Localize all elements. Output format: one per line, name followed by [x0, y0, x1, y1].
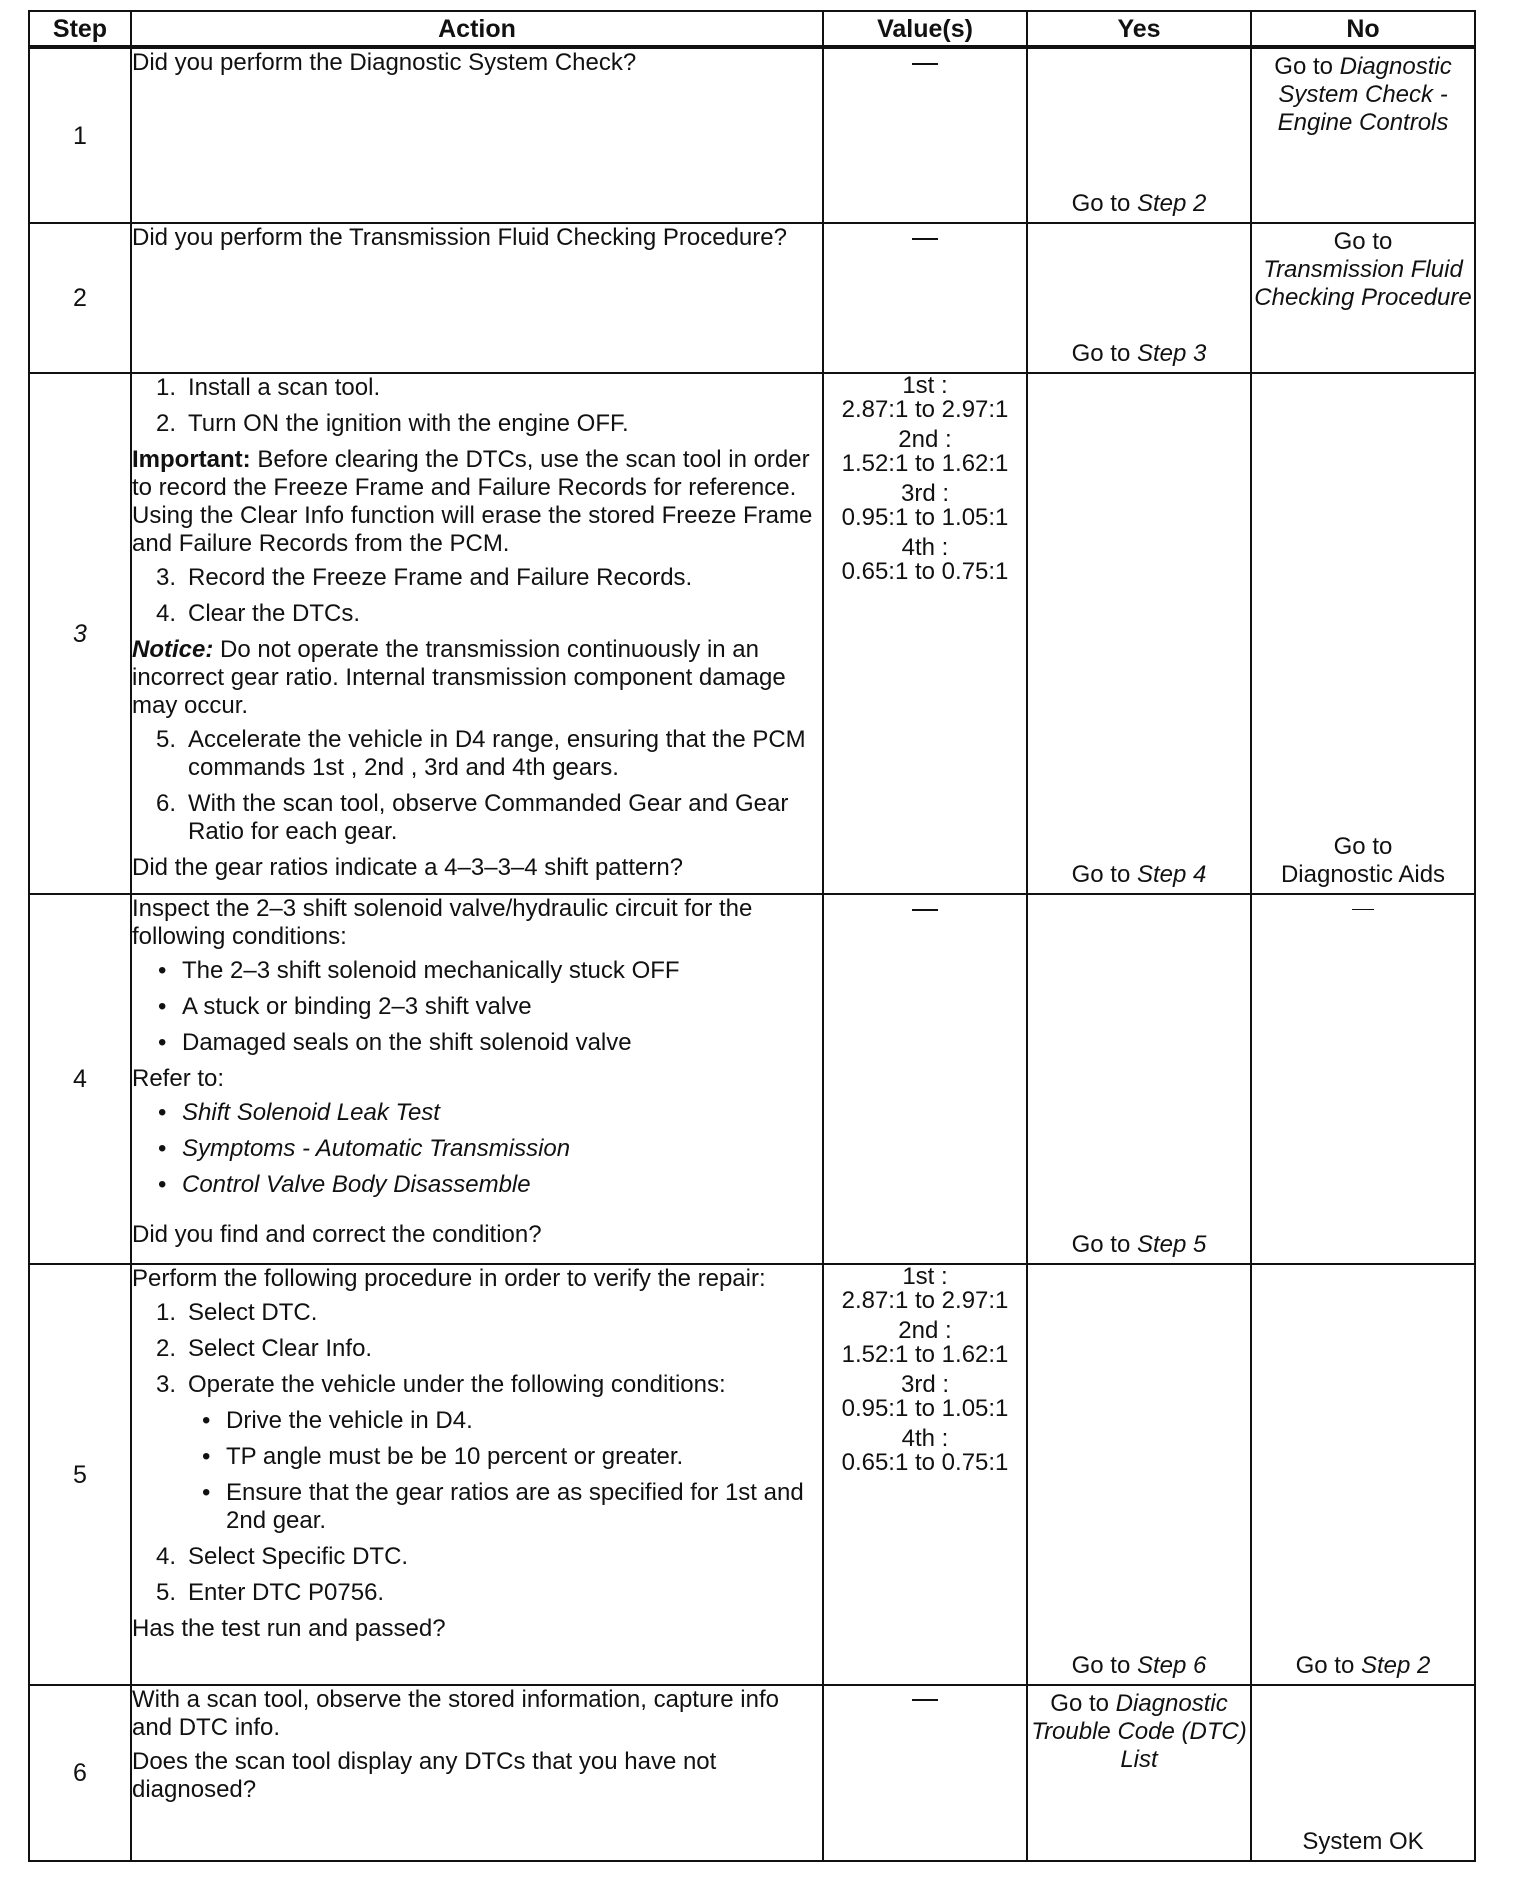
- header-action: Action: [131, 11, 823, 47]
- no-cell: [1251, 1264, 1475, 1684]
- yes-prefix: Go to: [1071, 190, 1131, 218]
- action-question: Did the gear ratios indicate a 4–3–3–4 shift pattern?: [132, 854, 684, 882]
- yes-cell: [1027, 1264, 1251, 1684]
- list-item: 3. Operate the vehicle under the following conditions:: [156, 1371, 726, 1399]
- list-item: 5. Enter DTC P0756.: [156, 1579, 385, 1607]
- action-cell: [131, 1685, 823, 1861]
- no-link[interactable]: Diagnostic System Check - Engine Controls: [1277, 53, 1452, 136]
- step-number: 1: [29, 47, 131, 223]
- refer-label: Refer to:: [132, 1064, 225, 1092]
- gear-ratio-3rd: 3rd : 0.95:1 to 1.05:1: [841, 480, 1009, 532]
- action-question: Did you find and correct the condition?: [132, 1220, 542, 1248]
- list-item: • Damaged seals on the shift solenoid valve: [158, 1028, 632, 1056]
- table-row: [29, 1264, 1475, 1684]
- list-item: 5. Accelerate the vehicle in D4 range, ensuring that the PCM commands 1st , 2nd , 3rd and 4th gears.: [156, 726, 806, 782]
- yes-prefix: Go to: [1050, 1689, 1109, 1717]
- action-question: Has the test run and passed?: [132, 1615, 446, 1643]
- header-row: [29, 11, 1475, 47]
- no-prefix: Go to: [1274, 53, 1333, 80]
- list-item: 1. Select DTC.: [156, 1299, 318, 1327]
- gear-ratio-3rd: 3rd : 0.95:1 to 1.05:1: [841, 1371, 1009, 1423]
- no-cell: [1251, 373, 1475, 894]
- dash-mark: [1352, 909, 1374, 910]
- no-prefix: Go to: [1295, 1651, 1355, 1679]
- diagnostic-table: [28, 10, 1476, 1862]
- reference-link[interactable]: • Control Valve Body Disassemble: [158, 1170, 531, 1198]
- dash-mark: [912, 238, 938, 240]
- list-item: 4. Clear the DTCs.: [156, 600, 361, 628]
- no-cell: [1251, 894, 1475, 1264]
- list-item: 6. With the scan tool, observe Commanded Gear and Gear Ratio for each gear.: [156, 790, 789, 846]
- list-item: • A stuck or binding 2–3 shift valve: [158, 992, 532, 1020]
- list-item: • Ensure that the gear ratios are as specified for 1st and 2nd gear.: [202, 1479, 804, 1535]
- yes-prefix: Go to: [1071, 340, 1131, 368]
- yes-cell: [1027, 373, 1251, 894]
- no-cell: [1251, 223, 1475, 373]
- header-step: Step: [29, 11, 131, 47]
- yes-cell: [1027, 1685, 1251, 1861]
- table-row: [29, 373, 1475, 894]
- yes-prefix: Go to: [1071, 1651, 1131, 1679]
- no-link[interactable]: Transmission Fluid Checking Procedure: [1254, 256, 1472, 312]
- values-cell: [823, 1264, 1027, 1684]
- list-item: 2. Select Clear Info.: [156, 1335, 373, 1363]
- no-text[interactable]: Go to Diagnostic Aids: [1280, 832, 1446, 888]
- step-number: 5: [29, 1264, 131, 1684]
- list-item: 3. Record the Freeze Frame and Failure Records.: [156, 564, 693, 592]
- dash-mark: [912, 63, 938, 65]
- action-cell: [131, 373, 823, 894]
- action-question: Did you perform the Diagnostic System Check?: [132, 49, 637, 76]
- list-item: 4. Select Specific DTC.: [156, 1543, 409, 1571]
- yes-link[interactable]: Step 2: [1136, 190, 1207, 218]
- no-cell: [1251, 1685, 1475, 1861]
- notice-note: Notice: Do not operate the transmission continuously in an incorrect gear ratio. Internal transmission component damage may occur.: [132, 636, 786, 720]
- important-note: Important: Before clearing the DTCs, use the scan tool in order to record the Freeze Frame and Failure Records for reference. Using the Clear Info function will erase the stored Freeze Frame and Failure Records from the PCM.: [132, 446, 813, 558]
- no-text: System OK: [1302, 1828, 1424, 1855]
- reference-link[interactable]: • Symptoms - Automatic Transmission: [158, 1134, 571, 1162]
- action-intro: Inspect the 2–3 shift solenoid valve/hydraulic circuit for the following conditions:: [132, 894, 753, 950]
- gear-ratio-2nd: 2nd : 1.52:1 to 1.62:1: [841, 426, 1009, 478]
- table-row: [29, 894, 1475, 1264]
- yes-link[interactable]: Step 3: [1136, 340, 1207, 368]
- dash-mark: [912, 909, 938, 911]
- yes-prefix: Go to: [1071, 1231, 1131, 1259]
- gear-ratio-1st: 1st : 2.87:1 to 2.97:1: [841, 372, 1009, 424]
- step-number: 3: [29, 373, 131, 894]
- values-cell: [823, 373, 1027, 894]
- gear-ratio-4th: 4th : 0.65:1 to 0.75:1: [841, 1425, 1009, 1477]
- action-cell: [131, 223, 823, 373]
- gear-ratio-2nd: 2nd : 1.52:1 to 1.62:1: [841, 1317, 1009, 1369]
- list-item: 2. Turn ON the ignition with the engine OFF.: [156, 410, 629, 438]
- no-link[interactable]: Step 2: [1360, 1651, 1431, 1679]
- action-cell: [131, 894, 823, 1264]
- step-number: 2: [29, 223, 131, 373]
- table-row: [29, 1685, 1475, 1861]
- action-question: Does the scan tool display any DTCs that you have not diagnosed?: [132, 1747, 717, 1803]
- action-cell: [131, 1264, 823, 1684]
- list-item: • The 2–3 shift solenoid mechanically stuck OFF: [158, 956, 680, 984]
- table-row: [29, 223, 1475, 373]
- values-cell: [823, 1685, 1027, 1861]
- no-prefix: Go to: [1333, 228, 1393, 256]
- table-row: [29, 47, 1475, 223]
- reference-link[interactable]: • Shift Solenoid Leak Test: [158, 1098, 440, 1126]
- yes-link[interactable]: Step 4: [1136, 860, 1207, 888]
- list-item: • TP angle must be be 10 percent or greater.: [202, 1443, 684, 1471]
- header-yes: Yes: [1027, 11, 1251, 47]
- no-cell: [1251, 47, 1475, 223]
- gear-ratio-4th: 4th : 0.65:1 to 0.75:1: [841, 534, 1009, 586]
- action-intro: Perform the following procedure in order to verify the repair:: [132, 1265, 766, 1293]
- yes-link[interactable]: Diagnostic Trouble Code (DTC) List: [1031, 1689, 1247, 1773]
- list-item: • Drive the vehicle in D4.: [202, 1407, 473, 1435]
- header-values: Value(s): [823, 11, 1027, 47]
- action-question: Did you perform the Transmission Fluid Checking Procedure?: [132, 224, 787, 252]
- yes-cell: [1027, 894, 1251, 1264]
- yes-cell: [1027, 223, 1251, 373]
- action-intro: With a scan tool, observe the stored information, capture info and DTC info.: [132, 1685, 780, 1741]
- values-cell: [823, 894, 1027, 1264]
- step-number: 6: [29, 1685, 131, 1861]
- yes-link[interactable]: Step 6: [1136, 1651, 1207, 1679]
- yes-link[interactable]: Step 5: [1136, 1231, 1207, 1259]
- yes-cell: [1027, 47, 1251, 223]
- values-cell: [823, 47, 1027, 223]
- header-no: No: [1251, 11, 1475, 47]
- gear-ratio-1st: 1st : 2.87:1 to 2.97:1: [841, 1263, 1009, 1315]
- action-cell: [131, 47, 823, 223]
- yes-prefix: Go to: [1071, 860, 1131, 888]
- list-item: 1. Install a scan tool.: [156, 374, 381, 402]
- dash-mark: [912, 1699, 938, 1701]
- values-cell: [823, 223, 1027, 373]
- step-number: 4: [29, 894, 131, 1264]
